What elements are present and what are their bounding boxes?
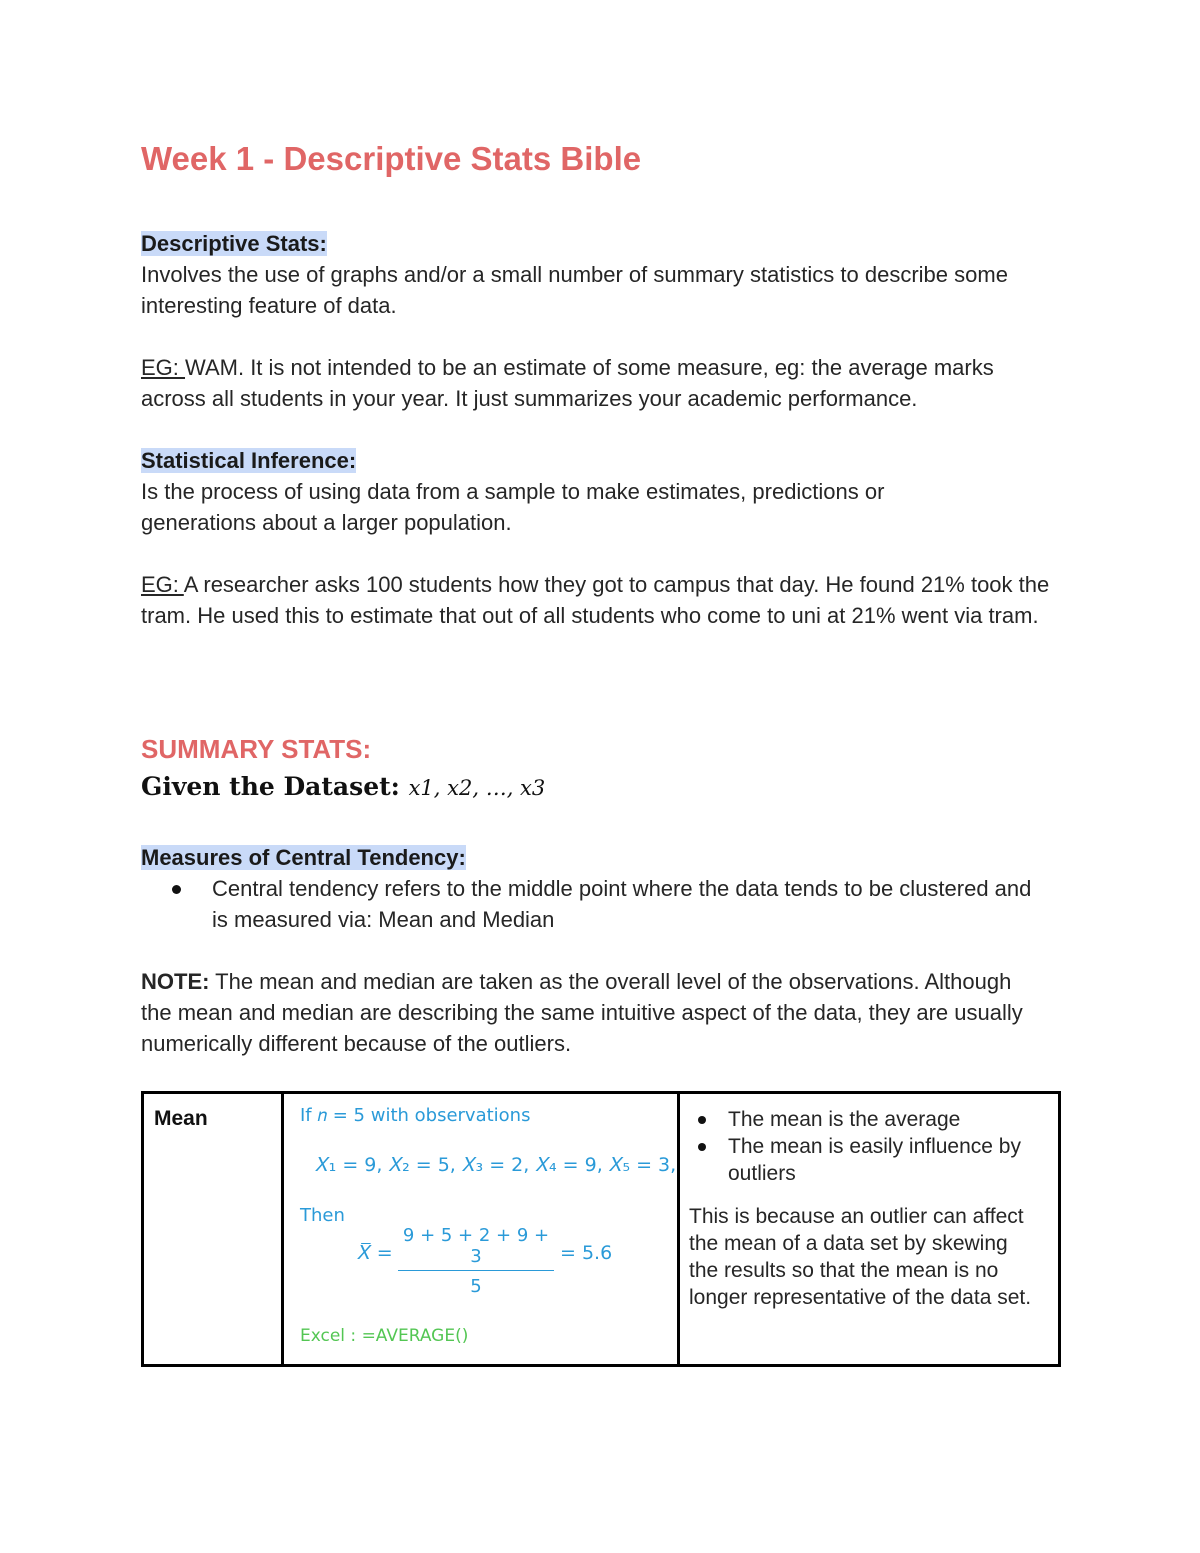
formula-intro: If 𝑛 = 5 with observations [300,1105,531,1126]
note-text: The mean and median are taken as the overall level of the observations. Although the mean and median are describing the same intuitive aspect of the data, they are usually numerically different because of the outliers. [141,969,1023,1056]
page-title: Week 1 - Descriptive Stats Bible [141,140,642,177]
descriptive-stats-definition: Involves the use of graphs and/or a small number of summary statistics to describe some interesting feature of data. [141,262,1008,318]
then-label: Then [300,1205,345,1226]
fraction-numerator: 9 + 5 + 2 + 9 + 3 [402,1225,550,1267]
given-dataset-label: Given the Dataset: [141,772,409,801]
fraction [398,1225,554,1297]
row-label: Mean [154,1107,208,1130]
dataset-expression: x1, x2, …, x3 [408,776,546,800]
central-tendency-heading [141,842,466,873]
summary-stats-heading: SUMMARY STATS: [141,734,372,764]
inference-example-text: A researcher asks 100 students how they got to campus that day. He found 21% took the tram. He used this to estimate that out of all students who come to uni at 21% went via tram. [141,572,1050,628]
descriptive-stats-heading [141,228,327,259]
xbar-symbol: 𝑋̅ = [357,1242,393,1264]
descriptive-stats-heading-text: Descriptive Stats: [141,231,327,256]
outlier-explanation: This is because an outlier can affect the mean of a data set by skewing the results so that the mean is no longer representative of the data set. [689,1205,1032,1309]
table-row [143,1093,1060,1366]
central-tendency-heading-text: Measures of Central Tendency: [141,845,466,870]
list-item: The mean is the average [728,1106,1058,1133]
descriptive-example-text: WAM. It is not intended to be an estimate of some measure, eg: the average marks across all students in your year. It just summarizes your academic performance. [141,355,994,411]
summary-table [141,1091,1061,1367]
statistical-inference-definition: Is the process of using data from a sample to make estimates, predictions or generations about a larger population. [141,479,885,535]
mean-result: = 5.6 [560,1242,613,1264]
mean-properties-list [680,1094,1058,1187]
notes-cell [679,1093,1060,1366]
list-item: Central tendency refers to the middle point where the data tends to be clustered and is measured via: Mean and Median [170,873,1050,935]
eg-label: EG: [141,355,186,380]
statistical-inference-heading [141,445,356,476]
fraction-denominator: 5 [470,1276,482,1297]
descriptive-stats-example [141,352,1051,414]
excel-function: Excel : =AVERAGE() [300,1326,469,1346]
observations-line: 𝑋₁ = 9, 𝑋₂ = 5, 𝑋₃ = 2, 𝑋₄ = 9, 𝑋₅ = 3, [315,1154,677,1176]
central-tendency-list [170,873,1050,935]
list-item: The mean is easily influence by outliers [728,1133,1058,1187]
row-label-cell [143,1093,283,1366]
eg-label: EG: [141,572,184,597]
statistical-inference-heading-text: Statistical Inference: [141,448,357,473]
formula-cell [283,1093,679,1366]
given-dataset-line [141,772,545,801]
note-paragraph [141,966,1041,1059]
fraction-bar [398,1270,554,1297]
statistical-inference-example [141,569,1051,631]
mean-formula [284,1094,677,1364]
note-label: NOTE: [141,969,210,994]
